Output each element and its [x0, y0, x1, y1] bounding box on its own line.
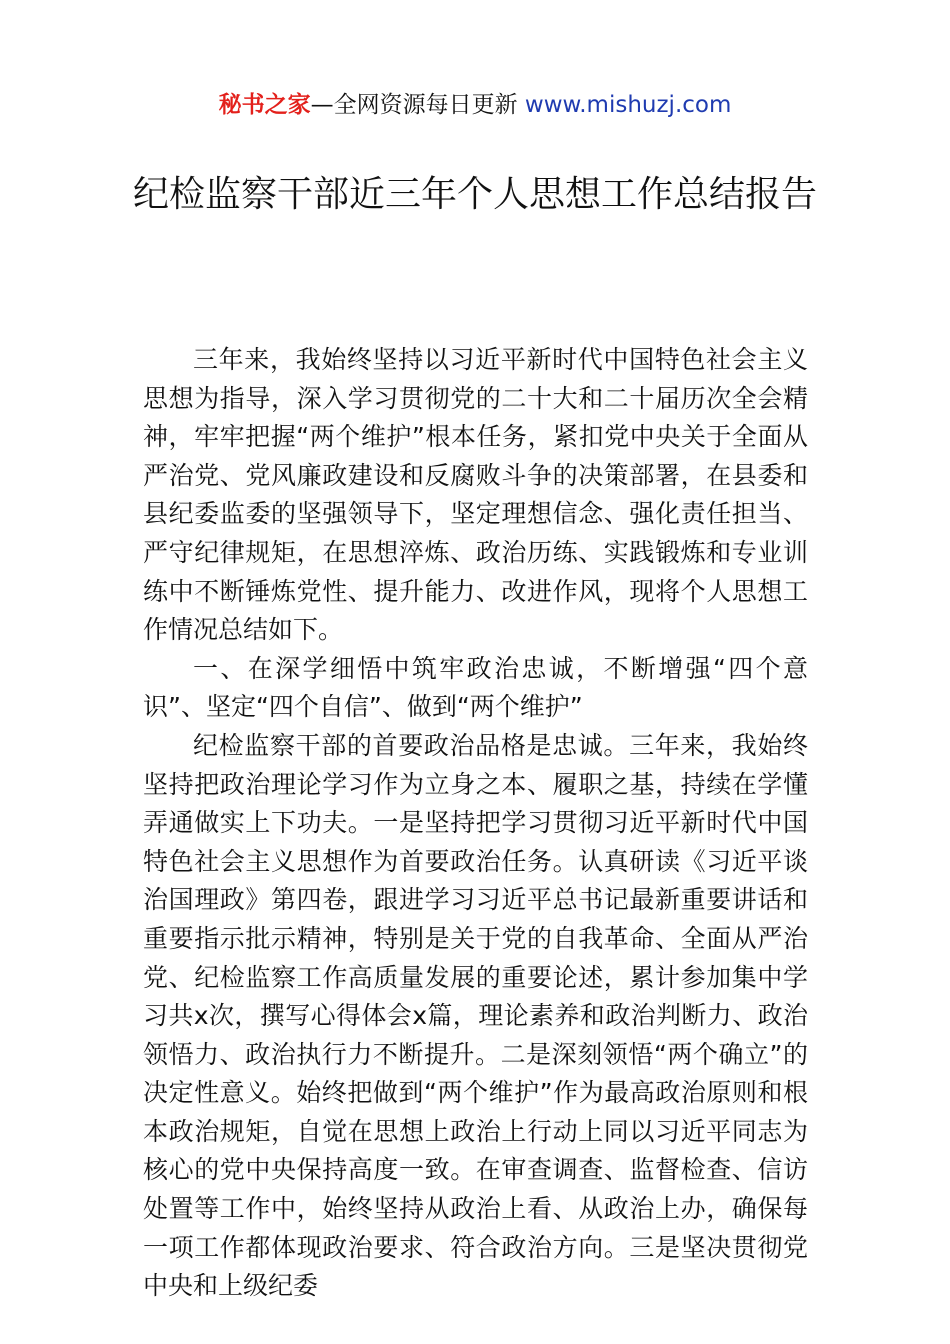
site-header: [0, 88, 950, 122]
site-url-link[interactable]: www.mishuzj.com: [524, 92, 732, 118]
site-brand: 秘书之家: [218, 92, 311, 118]
document-body: [143, 341, 808, 1306]
section-paragraph: 纪检监察干部的首要政治品格是忠诚。三年来，我始终坚持把政治理论学习作为立身之本、履职之基，持续在学懂弄通做实上下功夫。一是坚持把学习贯彻习近平新时代中国特色社会主义思想作为首要政治任务。认真研读《习近平谈治国理政》第四卷，跟进学习习近平总书记最新重要讲话和重要指示批示精神，特别是关于党的自我革命、全面从严治党、纪检监察工作高质量发展的重要论述，累计参加集中学习共x次，撰写心得体会x篇，理论素养和政治判断力、政治领悟力、政治执行力不断提升。二是深刻领悟“两个确立”的决定性意义。始终把做到“两个维护”作为最高政治原则和根本政治规矩，自觉在思想上政治上行动上同以习近平同志为核心的党中央保持高度一致。在审查调查、监督检查、信访处置等工作中，始终坚持从政治上看、从政治上办，确保每一项工作都体现政治要求、符合政治方向。三是坚决贯彻党中央和上级纪委: [143, 730, 808, 1301]
section-heading: 一、在深学细悟中筑牢政治忠诚，不断增强“四个意识”、坚定“四个自信”、做到“两个维护”: [143, 653, 808, 722]
site-tagline: —全网资源每日更新: [310, 92, 525, 118]
intro-paragraph: 三年来，我始终坚持以习近平新时代中国特色社会主义思想为指导，深入学习贯彻党的二十大和二十届历次全会精神，牢牢把握“两个维护”根本任务，紧扣党中央关于全面从严治党、党风廉政建设和反腐败斗争的决策部署，在县委和县纪委监委的坚强领导下，坚定理想信念、强化责任担当、严守纪律规矩，在思想淬炼、政治历练、实践锻炼和专业训练中不断锤炼党性、提升能力、改进作风，现将个人思想工作情况总结如下。: [143, 345, 808, 645]
document-title: 纪检监察干部近三年个人思想工作总结报告: [132, 174, 817, 215]
